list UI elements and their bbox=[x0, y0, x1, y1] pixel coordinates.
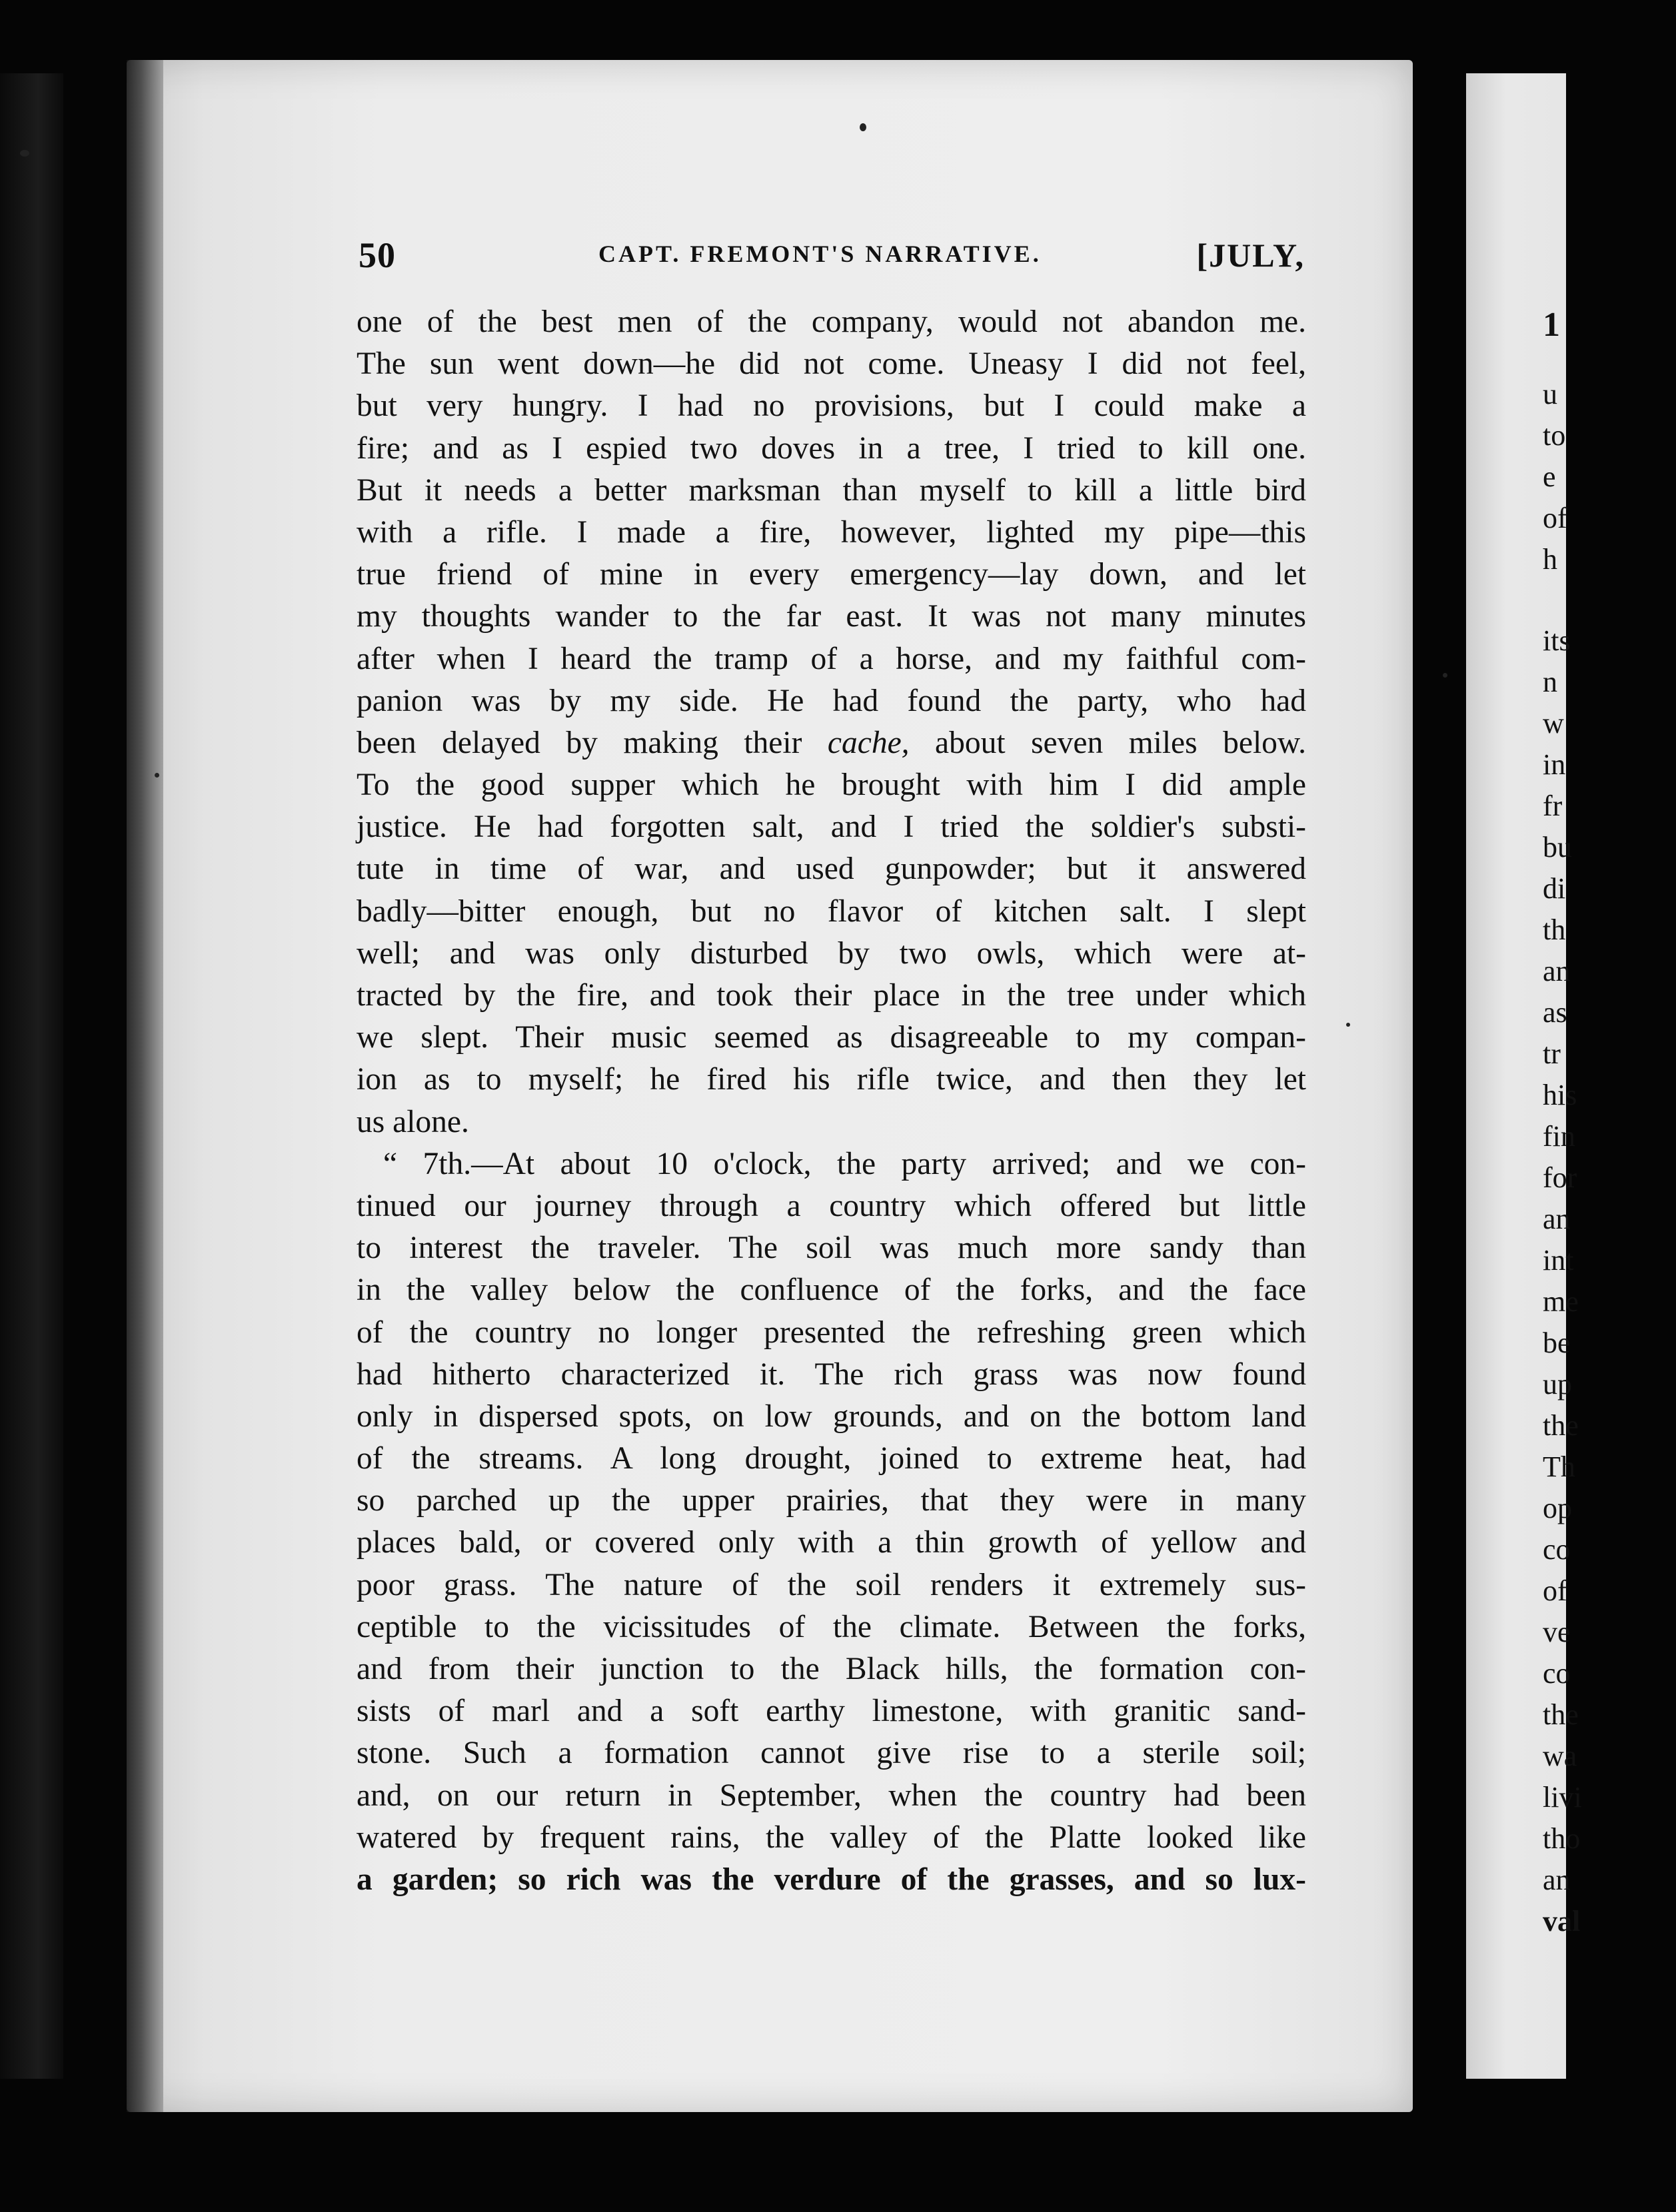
adjacent-fragment: an bbox=[1543, 1203, 1571, 1235]
text-line: after when I heard the tramp of a horse, and my faithful com- bbox=[357, 641, 1306, 676]
scan-speck bbox=[1443, 673, 1447, 678]
text-line: true friend of mine in every emergency—lay down, and let bbox=[357, 557, 1306, 592]
paragraph-end-line: us alone. bbox=[357, 1104, 469, 1139]
adjacent-fragment: the bbox=[1543, 1698, 1579, 1731]
text-line: ion as to myself; he fired his rifle twice, and then they let bbox=[357, 1062, 1306, 1097]
text-line: places bald, or covered only with a thin growth of yellow and bbox=[357, 1525, 1306, 1560]
text-line: but very hungry. I had no provisions, but I could make a bbox=[357, 388, 1306, 424]
text-line: and from their junction to the Black hills, the formation con- bbox=[357, 1652, 1306, 1686]
adjacent-fragment: n bbox=[1543, 666, 1557, 698]
adjacent-fragment: co bbox=[1543, 1657, 1571, 1690]
text-line: in the valley below the confluence of the forks, and the face bbox=[357, 1273, 1306, 1308]
text-line: of the country no longer presented the refreshing green which bbox=[357, 1315, 1306, 1350]
adjacent-fragment: me bbox=[1543, 1285, 1579, 1318]
scan-left-edge bbox=[0, 73, 63, 2079]
adjacent-fragment: h bbox=[1543, 543, 1557, 576]
body-text bbox=[357, 301, 1306, 1901]
text-line: and, on our return in September, when the country had been bbox=[357, 1778, 1306, 1813]
adjacent-fragment: ve bbox=[1543, 1616, 1571, 1648]
adjacent-fragment: tr bbox=[1543, 1037, 1561, 1070]
adjacent-fragment: bu bbox=[1543, 831, 1572, 863]
running-head bbox=[359, 235, 1305, 281]
scan-speck bbox=[1346, 1023, 1350, 1027]
adjacent-fragment: livi bbox=[1543, 1781, 1582, 1814]
adjacent-fragment: for bbox=[1543, 1161, 1577, 1194]
adjacent-fragment: an bbox=[1543, 1864, 1571, 1896]
text-line: justice. He had forgotten salt, and I tried the soldier's substi- bbox=[357, 810, 1306, 845]
adjacent-fragment: his bbox=[1543, 1079, 1577, 1111]
text-line: stone. Such a formation cannot give rise to a sterile soil; bbox=[357, 1736, 1306, 1771]
text-line: we slept. Their music seemed as disagreeable to my compan- bbox=[357, 1020, 1306, 1055]
adjacent-fragment: as bbox=[1543, 996, 1567, 1029]
text-line: fire; and as I espied two doves in a tree, I tried to kill one. bbox=[357, 430, 1306, 466]
text-line: panion was by my side. He had found the party, who had bbox=[357, 683, 1306, 718]
text-line: tracted by the fire, and took their place in the tree under which bbox=[357, 978, 1306, 1013]
text-line: a garden; so rich was the verdure of the grasses, and so lux- bbox=[357, 1862, 1306, 1897]
adjacent-fragment: Th bbox=[1543, 1450, 1575, 1483]
text-run: about seven miles below. bbox=[909, 725, 1307, 760]
text-run: been delayed by making their bbox=[357, 725, 828, 760]
text-line: had hitherto characterized it. The rich grass was now found bbox=[357, 1357, 1306, 1392]
text-line: To the good supper which he brought with him I did ample bbox=[357, 768, 1306, 803]
text-line: with a rifle. I made a fire, however, lighted my pipe—this bbox=[357, 514, 1306, 550]
adjacent-fragment: op bbox=[1543, 1492, 1572, 1524]
adjacent-fragment: of bbox=[1543, 502, 1567, 534]
adjacent-fragment: int bbox=[1543, 1244, 1574, 1277]
text-line: my thoughts wander to the far east. It was not many minutes bbox=[357, 599, 1306, 634]
adjacent-fragment: to bbox=[1543, 419, 1566, 452]
text-line: ceptible to the vicissitudes of the climate. Between the forks, bbox=[357, 1609, 1306, 1644]
adjacent-fragment: th bbox=[1543, 913, 1566, 946]
adjacent-fragment: the bbox=[1543, 1409, 1579, 1442]
scan-speck bbox=[20, 150, 29, 157]
adjacent-fragment: fin bbox=[1543, 1120, 1575, 1153]
text-line: tinued our journey through a country which offered but little bbox=[357, 1188, 1306, 1223]
text-line: tute in time of war, and used gunpowder; but it answered bbox=[357, 851, 1306, 887]
adjacent-fragment: of bbox=[1543, 1574, 1567, 1607]
text-line: But it needs a better marksman than myself to kill a little bird bbox=[357, 472, 1306, 508]
page-gutter-shadow bbox=[127, 60, 163, 2112]
adjacent-fragment: wa bbox=[1543, 1740, 1577, 1772]
text-line: one of the best men of the company, would not abandon me. bbox=[357, 304, 1306, 339]
scan-speck bbox=[860, 123, 866, 131]
text-line: so parched up the upper prairies, that they were in many bbox=[357, 1483, 1306, 1518]
text-line: badly—bitter enough, but no flavor of kitchen salt. I slept bbox=[357, 893, 1306, 929]
text-line: sists of marl and a soft earthy limestone, with granitic sand- bbox=[357, 1694, 1306, 1729]
running-month: [JULY, bbox=[1196, 237, 1305, 274]
adjacent-fragment: co bbox=[1543, 1533, 1571, 1566]
page-number: 50 bbox=[359, 235, 396, 275]
adjacent-fragment: e bbox=[1543, 460, 1556, 493]
text-line: well; and was only disturbed by two owls, which were at- bbox=[357, 935, 1306, 971]
adjacent-fragment: tho bbox=[1543, 1822, 1581, 1855]
text-line: The sun went down—he did not come. Uneasy I did not feel, bbox=[357, 346, 1306, 382]
adjacent-fragment: w bbox=[1543, 707, 1564, 740]
italic-word: cache, bbox=[827, 725, 910, 760]
adjacent-page-fragment bbox=[1466, 73, 1582, 2079]
text-line: watered by frequent rains, the valley of the Platte looked like bbox=[357, 1820, 1306, 1855]
adjacent-fragment: be bbox=[1543, 1327, 1571, 1359]
adjacent-fragment: up bbox=[1543, 1368, 1572, 1400]
adjacent-fragment: its bbox=[1543, 624, 1571, 657]
adjacent-fragment: 1 bbox=[1543, 306, 1560, 344]
text-line: “ 7th.—At about 10 o'clock, the party arrived; and we con- bbox=[383, 1146, 1306, 1181]
adjacent-fragment: in bbox=[1543, 748, 1566, 781]
text-line: of the streams. A long drought, joined to extreme heat, had bbox=[357, 1441, 1306, 1476]
text-line: poor grass. The nature of the soil renders it extremely sus- bbox=[357, 1567, 1306, 1602]
adjacent-fragment: an bbox=[1543, 955, 1571, 987]
adjacent-fragment: fr bbox=[1543, 790, 1563, 822]
adjacent-fragment: val bbox=[1543, 1905, 1581, 1937]
scan-speck bbox=[155, 773, 159, 778]
text-line: to interest the traveler. The soil was much more sandy than bbox=[357, 1231, 1306, 1266]
adjacent-fragment: di bbox=[1543, 872, 1566, 905]
text-line: only in dispersed spots, on low grounds, and on the bottom land bbox=[357, 1398, 1306, 1434]
running-title: CAPT. FREMONT'S NARRATIVE. bbox=[598, 241, 1042, 267]
adjacent-fragment: u bbox=[1543, 378, 1557, 410]
text-line-with-italic bbox=[357, 722, 1306, 764]
